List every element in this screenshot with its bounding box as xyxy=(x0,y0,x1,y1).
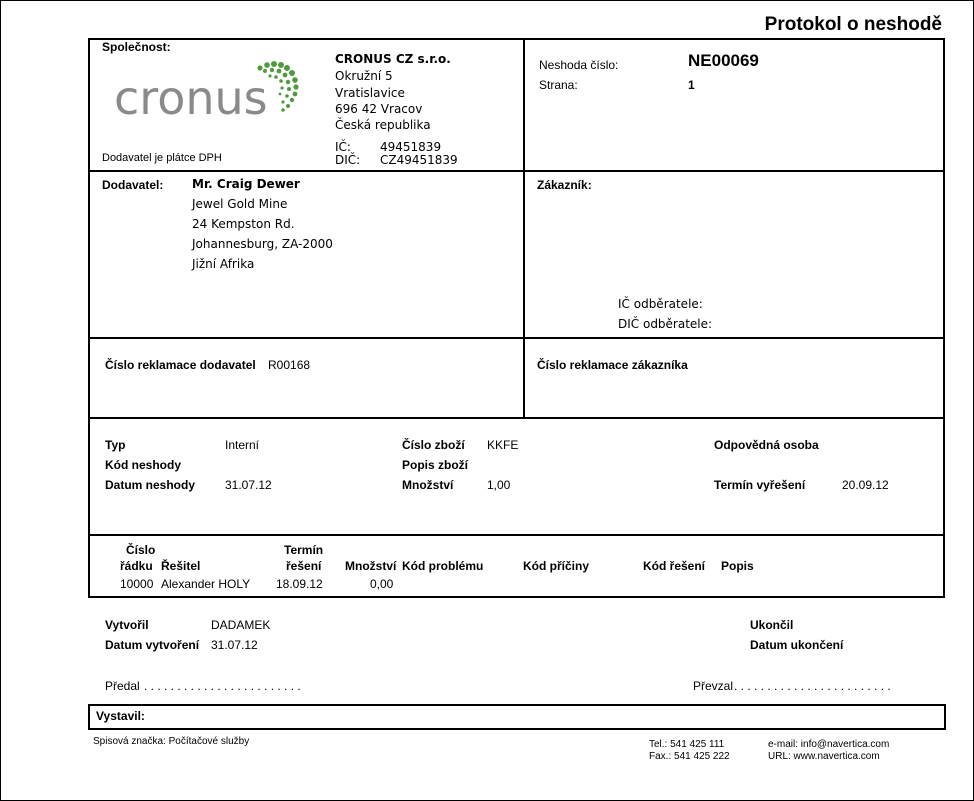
vendor-line2: 24 Kempston Rd. xyxy=(192,217,295,231)
company-dic: CZ49451839 xyxy=(380,153,458,167)
registry-note: Spisová značka: Počítačové služby xyxy=(93,736,250,747)
customer-claim-label: Číslo reklamace zákazníka xyxy=(537,358,688,372)
vat-note: Dodavatel je plátce DPH xyxy=(102,152,222,164)
col-due-1: Termín xyxy=(284,543,324,557)
vendor-line3: Johannesburg, ZA-2000 xyxy=(192,237,333,251)
page-label: Strana: xyxy=(539,78,578,92)
divider-h3 xyxy=(88,417,945,419)
svg-text:cronus: cronus xyxy=(114,71,268,125)
vendor-claim-label: Číslo reklamace dodavatel xyxy=(105,358,256,372)
company-dic-label: DIČ: xyxy=(335,153,361,167)
col-qty: Množství xyxy=(345,559,397,573)
handed-dots: . . . . . . . . . . . . . . . . . . . . . . . . xyxy=(144,679,301,693)
col-desc: Popis xyxy=(721,559,754,573)
company-district: Vratislavice xyxy=(335,86,405,100)
col-resolution: Kód řešení xyxy=(643,559,706,573)
company-label: Společnost: xyxy=(102,40,171,54)
row-qty: 0,00 xyxy=(370,577,394,591)
divider-h2 xyxy=(88,337,945,339)
email: e-mail: info@navertica.com xyxy=(768,739,890,750)
quantity-value: 1,00 xyxy=(487,478,511,492)
company-name: CRONUS CZ s.r.o. xyxy=(335,52,451,66)
page-number: 1 xyxy=(688,78,695,92)
col-problem: Kód problému xyxy=(402,559,484,573)
issued-label: Vystavil: xyxy=(96,709,145,723)
vendor-line1: Jewel Gold Mine xyxy=(192,197,288,211)
row-solver: Alexander HOLY xyxy=(161,577,251,591)
col-cause: Kód příčiny xyxy=(523,559,590,573)
divider-h4 xyxy=(88,534,945,536)
due-date-label: Termín vyřešení xyxy=(714,478,806,492)
ncr-date-label: Datum neshody xyxy=(105,478,196,492)
vendor-contact: Mr. Craig Dewer xyxy=(192,177,300,191)
lines-bottom-rule xyxy=(88,596,945,598)
closed-date-label: Datum ukončení xyxy=(750,638,844,652)
created-date-label: Datum vytvoření xyxy=(105,638,200,652)
ncr-code-label: Kód neshody xyxy=(105,458,182,472)
col-solver: Řešitel xyxy=(161,559,201,573)
phone: Tel.: 541 425 111 xyxy=(649,739,725,750)
type-label: Typ xyxy=(105,438,126,452)
vendor-label: Dodavatel: xyxy=(102,178,164,192)
closed-by-label: Ukončil xyxy=(750,618,794,632)
created-by-value: DADAMEK xyxy=(211,618,271,632)
col-line-no-2: řádku xyxy=(120,559,153,573)
issued-box xyxy=(88,704,946,730)
item-no-label: Číslo zboží xyxy=(402,438,465,452)
col-due-2: řešení xyxy=(286,559,322,573)
received-label: Převzal xyxy=(693,679,734,693)
fax: Fax.: 541 425 222 xyxy=(649,751,730,762)
company-logo xyxy=(112,56,322,126)
website: URL: www.navertica.com xyxy=(768,751,880,762)
vendor-claim-value: R00168 xyxy=(268,358,311,372)
company-city: 696 42 Vracov xyxy=(335,102,423,116)
responsible-label: Odpovědná osoba xyxy=(714,438,819,452)
row-line-no: 10000 xyxy=(120,577,154,591)
vendor-line4: Jižní Afrika xyxy=(192,257,255,271)
divider-h1 xyxy=(88,170,945,172)
quantity-label: Množství xyxy=(402,478,454,492)
customer-dic-label: DIČ odběratele: xyxy=(618,317,713,331)
ncr-number: NE00069 xyxy=(688,51,759,70)
company-country: Česká republika xyxy=(335,118,431,132)
ncr-number-label: Neshoda číslo: xyxy=(539,58,619,72)
created-date-value: 31.07.12 xyxy=(211,638,258,652)
item-no-value: KKFE xyxy=(487,438,519,452)
received-dots: . . . . . . . . . . . . . . . . . . . . . . . . xyxy=(734,679,891,693)
divider-v1 xyxy=(523,38,525,418)
col-line-no-1: Číslo xyxy=(126,543,156,557)
type-value: Interní xyxy=(225,438,260,452)
company-ic-label: IČ: xyxy=(335,140,351,154)
customer-ic-label: IČ odběratele: xyxy=(618,297,703,311)
due-date-value: 20.09.12 xyxy=(842,478,889,492)
row-due: 18.09.12 xyxy=(276,577,323,591)
company-ic: 49451839 xyxy=(380,140,442,154)
company-street: Okružní 5 xyxy=(335,69,393,83)
document-title: Protokol o neshodě xyxy=(764,14,942,35)
handed-label: Předal xyxy=(105,679,140,693)
item-desc-label: Popis zboží xyxy=(402,458,468,472)
created-by-label: Vytvořil xyxy=(105,618,149,632)
ncr-date-value: 31.07.12 xyxy=(225,478,272,492)
cronus-logo-icon xyxy=(112,56,322,126)
customer-label: Zákazník: xyxy=(537,178,592,192)
